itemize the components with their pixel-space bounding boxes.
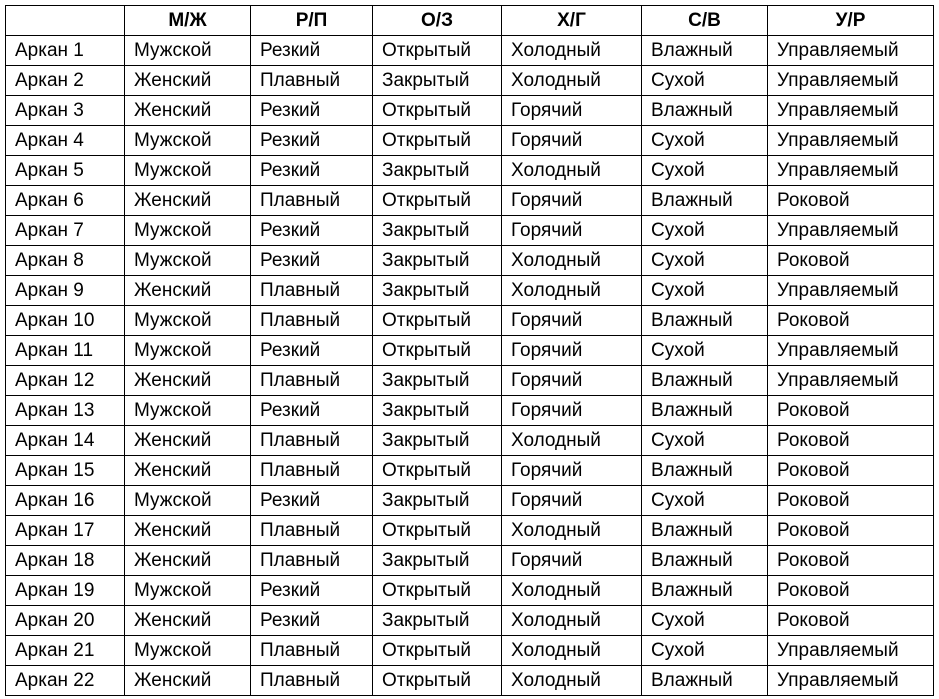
table-row [6,96,934,126]
cell-gender[interactable]: Женский [125,96,251,126]
cell-arcana-name[interactable]: Аркан 18 [6,546,125,576]
cell-sharpness[interactable]: Плавный [251,366,373,396]
cell-gender[interactable]: Женский [125,366,251,396]
cell-control[interactable]: Управляемый [768,96,934,126]
table-row [6,486,934,516]
cell-gender[interactable]: Женский [125,546,251,576]
cell-temperature[interactable]: Холодный [502,246,642,276]
cell-gender[interactable]: Женский [125,516,251,546]
cell-sharpness[interactable]: Плавный [251,306,373,336]
table-row [6,126,934,156]
table-row [6,426,934,456]
table-row [6,336,934,366]
header-row [6,6,934,36]
header-cell-openness: О/З [373,6,502,36]
cell-openness[interactable]: Закрытый [373,606,502,636]
table-row [6,156,934,186]
cell-control[interactable]: Роковой [768,576,934,606]
cell-control[interactable]: Управляемый [768,336,934,366]
cell-temperature[interactable]: Холодный [502,156,642,186]
cell-moisture[interactable]: Влажный [642,36,768,66]
cell-control[interactable]: Управляемый [768,666,934,696]
cell-moisture[interactable]: Влажный [642,666,768,696]
cell-arcana-name[interactable]: Аркан 5 [6,156,125,186]
cell-gender[interactable]: Мужской [125,306,251,336]
cell-temperature[interactable]: Горячий [502,126,642,156]
cell-control[interactable]: Управляемый [768,276,934,306]
cell-gender[interactable]: Женский [125,606,251,636]
cell-sharpness[interactable]: Резкий [251,36,373,66]
table-row [6,366,934,396]
header-cell-control: У/Р [768,6,934,36]
cell-temperature[interactable]: Горячий [502,366,642,396]
cell-gender[interactable]: Женский [125,456,251,486]
table-row [6,36,934,66]
cell-arcana-name[interactable]: Аркан 1 [6,36,125,66]
cell-openness[interactable]: Закрытый [373,156,502,186]
cell-moisture[interactable]: Сухой [642,336,768,366]
header-cell-sharpness: Р/П [251,6,373,36]
cell-temperature[interactable]: Горячий [502,486,642,516]
cell-gender[interactable]: Мужской [125,216,251,246]
table-row [6,666,934,696]
cell-moisture[interactable]: Сухой [642,486,768,516]
cell-openness[interactable]: Открытый [373,36,502,66]
cell-openness[interactable]: Открытый [373,306,502,336]
table-body [6,36,934,696]
cell-sharpness[interactable]: Резкий [251,396,373,426]
cell-openness[interactable]: Открытый [373,666,502,696]
cell-temperature[interactable]: Горячий [502,546,642,576]
table-row [6,276,934,306]
cell-control[interactable]: Роковой [768,606,934,636]
cell-openness[interactable]: Закрытый [373,486,502,516]
cell-gender[interactable]: Мужской [125,126,251,156]
cell-control[interactable]: Управляемый [768,36,934,66]
cell-openness[interactable]: Открытый [373,336,502,366]
table-row [6,186,934,216]
cell-sharpness[interactable]: Плавный [251,636,373,666]
cell-gender[interactable]: Женский [125,186,251,216]
cell-control[interactable]: Управляемый [768,126,934,156]
cell-control[interactable]: Управляемый [768,66,934,96]
cell-gender[interactable]: Мужской [125,36,251,66]
cell-temperature[interactable]: Горячий [502,306,642,336]
table-row [6,396,934,426]
cell-moisture[interactable]: Влажный [642,546,768,576]
cell-sharpness[interactable]: Плавный [251,456,373,486]
cell-arcana-name[interactable]: Аркан 16 [6,486,125,516]
cell-arcana-name[interactable]: Аркан 19 [6,576,125,606]
header-cell-temperature: Х/Г [502,6,642,36]
cell-gender[interactable]: Женский [125,426,251,456]
cell-openness[interactable]: Закрытый [373,66,502,96]
cell-openness[interactable]: Открытый [373,96,502,126]
cell-gender[interactable]: Женский [125,666,251,696]
cell-sharpness[interactable]: Плавный [251,276,373,306]
cell-temperature[interactable]: Горячий [502,96,642,126]
cell-temperature[interactable]: Холодный [502,576,642,606]
table-row [6,516,934,546]
cell-temperature[interactable]: Холодный [502,516,642,546]
cell-openness[interactable]: Закрытый [373,426,502,456]
cell-gender[interactable]: Мужской [125,576,251,606]
cell-arcana-name[interactable]: Аркан 3 [6,96,125,126]
cell-arcana-name[interactable]: Аркан 12 [6,366,125,396]
cell-openness[interactable]: Открытый [373,636,502,666]
cell-control[interactable]: Роковой [768,246,934,276]
cell-gender[interactable]: Женский [125,66,251,96]
cell-arcana-name[interactable]: Аркан 10 [6,306,125,336]
cell-arcana-name[interactable]: Аркан 21 [6,636,125,666]
cell-moisture[interactable]: Сухой [642,156,768,186]
cell-sharpness[interactable]: Плавный [251,426,373,456]
cell-sharpness[interactable]: Резкий [251,96,373,126]
table-row [6,606,934,636]
cell-moisture[interactable]: Влажный [642,186,768,216]
table-row [6,66,934,96]
cell-sharpness[interactable]: Резкий [251,156,373,186]
cell-gender[interactable]: Мужской [125,246,251,276]
cell-sharpness[interactable]: Резкий [251,216,373,246]
cell-moisture[interactable]: Влажный [642,396,768,426]
cell-arcana-name[interactable]: Аркан 8 [6,246,125,276]
cell-moisture[interactable]: Сухой [642,216,768,246]
cell-control[interactable]: Роковой [768,546,934,576]
cell-openness[interactable]: Закрытый [373,366,502,396]
cell-sharpness[interactable]: Резкий [251,246,373,276]
cell-openness[interactable]: Открытый [373,516,502,546]
cell-temperature[interactable]: Горячий [502,456,642,486]
cell-moisture[interactable]: Сухой [642,246,768,276]
cell-moisture[interactable]: Сухой [642,126,768,156]
cell-moisture[interactable]: Сухой [642,426,768,456]
cell-openness[interactable]: Открытый [373,126,502,156]
cell-temperature[interactable]: Холодный [502,276,642,306]
table-row [6,636,934,666]
cell-sharpness[interactable]: Плавный [251,516,373,546]
cell-control[interactable]: Роковой [768,486,934,516]
cell-arcana-name[interactable]: Аркан 14 [6,426,125,456]
cell-arcana-name[interactable]: Аркан 13 [6,396,125,426]
cell-moisture[interactable]: Влажный [642,576,768,606]
cell-openness[interactable]: Открытый [373,576,502,606]
cell-openness[interactable]: Закрытый [373,276,502,306]
cell-openness[interactable]: Закрытый [373,246,502,276]
cell-temperature[interactable]: Холодный [502,36,642,66]
cell-control[interactable]: Роковой [768,426,934,456]
cell-gender[interactable]: Мужской [125,156,251,186]
cell-temperature[interactable]: Холодный [502,666,642,696]
cell-control[interactable]: Управляемый [768,156,934,186]
cell-openness[interactable]: Закрытый [373,396,502,426]
cell-arcana-name[interactable]: Аркан 20 [6,606,125,636]
cell-arcana-name[interactable]: Аркан 17 [6,516,125,546]
cell-sharpness[interactable]: Плавный [251,66,373,96]
cell-control[interactable]: Роковой [768,186,934,216]
cell-moisture[interactable]: Влажный [642,516,768,546]
cell-sharpness[interactable]: Плавный [251,186,373,216]
cell-sharpness[interactable]: Резкий [251,336,373,366]
cell-sharpness[interactable]: Плавный [251,666,373,696]
cell-moisture[interactable]: Влажный [642,306,768,336]
header-cell-corner [6,6,125,36]
cell-moisture[interactable]: Влажный [642,366,768,396]
cell-moisture[interactable]: Сухой [642,606,768,636]
cell-sharpness[interactable]: Резкий [251,126,373,156]
cell-gender[interactable]: Женский [125,276,251,306]
cell-arcana-name[interactable]: Аркан 6 [6,186,125,216]
cell-sharpness[interactable]: Плавный [251,546,373,576]
table-row [6,546,934,576]
cell-temperature[interactable]: Горячий [502,216,642,246]
cell-arcana-name[interactable]: Аркан 22 [6,666,125,696]
header-cell-gender: М/Ж [125,6,251,36]
cell-temperature[interactable]: Горячий [502,396,642,426]
cell-gender[interactable]: Мужской [125,636,251,666]
cell-openness[interactable]: Закрытый [373,216,502,246]
arcana-table [5,5,934,696]
cell-moisture[interactable]: Сухой [642,66,768,96]
table-row [6,456,934,486]
cell-openness[interactable]: Открытый [373,186,502,216]
cell-control[interactable]: Управляемый [768,636,934,666]
header-cell-moisture: С/В [642,6,768,36]
cell-sharpness[interactable]: Резкий [251,606,373,636]
cell-control[interactable]: Роковой [768,306,934,336]
cell-sharpness[interactable]: Резкий [251,486,373,516]
cell-control[interactable]: Роковой [768,396,934,426]
cell-control[interactable]: Управляемый [768,366,934,396]
cell-arcana-name[interactable]: Аркан 9 [6,276,125,306]
cell-temperature[interactable]: Горячий [502,336,642,366]
cell-arcana-name[interactable]: Аркан 7 [6,216,125,246]
cell-arcana-name[interactable]: Аркан 15 [6,456,125,486]
cell-arcana-name[interactable]: Аркан 11 [6,336,125,366]
cell-temperature[interactable]: Холодный [502,66,642,96]
table-row [6,216,934,246]
cell-gender[interactable]: Мужской [125,336,251,366]
table-row [6,576,934,606]
cell-gender[interactable]: Мужской [125,396,251,426]
cell-control[interactable]: Управляемый [768,216,934,246]
cell-arcana-name[interactable]: Аркан 2 [6,66,125,96]
cell-openness[interactable]: Закрытый [373,546,502,576]
cell-control[interactable]: Роковой [768,516,934,546]
cell-sharpness[interactable]: Резкий [251,576,373,606]
cell-temperature[interactable]: Горячий [502,186,642,216]
cell-moisture[interactable]: Влажный [642,456,768,486]
cell-control[interactable]: Роковой [768,456,934,486]
cell-gender[interactable]: Мужской [125,486,251,516]
cell-moisture[interactable]: Сухой [642,276,768,306]
table-row [6,246,934,276]
cell-openness[interactable]: Открытый [373,456,502,486]
cell-arcana-name[interactable]: Аркан 4 [6,126,125,156]
cell-temperature[interactable]: Холодный [502,426,642,456]
cell-temperature[interactable]: Холодный [502,606,642,636]
cell-temperature[interactable]: Холодный [502,636,642,666]
table-row [6,306,934,336]
cell-moisture[interactable]: Влажный [642,96,768,126]
cell-moisture[interactable]: Сухой [642,636,768,666]
